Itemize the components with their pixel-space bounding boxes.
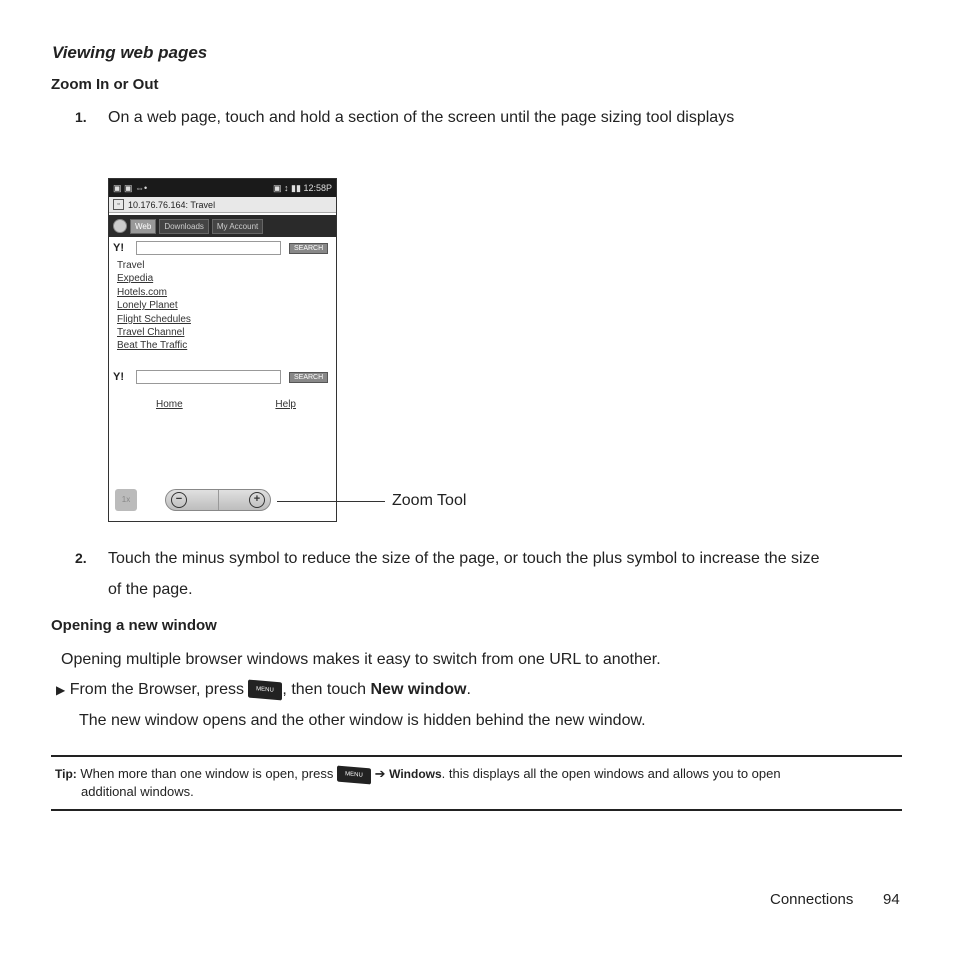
url-bar[interactable] [109, 197, 336, 213]
status-icons-right: ▣ ↕ ▮▮ 12:58P [273, 182, 332, 193]
zoom-in-icon[interactable]: + [249, 492, 265, 508]
link-home[interactable]: Home [156, 399, 183, 410]
link-flight-schedules[interactable]: Flight Schedules [117, 313, 191, 325]
zoom-slider[interactable] [165, 489, 271, 511]
link-expedia[interactable]: Expedia [117, 273, 154, 285]
zoom-out-icon[interactable]: − [171, 492, 187, 508]
link-travel-channel[interactable]: Travel Channel [117, 327, 185, 339]
callout-line [277, 501, 385, 502]
tip-pre: When more than one window is open, press [80, 766, 334, 781]
step-2-line-2: of the page. [108, 581, 193, 598]
callout-label: Zoom Tool [392, 492, 467, 509]
tab-my-account[interactable]: My Account [212, 219, 263, 234]
tab-downloads[interactable]: Downloads [159, 219, 209, 234]
footer-section: Connections [770, 891, 854, 908]
new-window-label: New window [370, 681, 467, 698]
menu-key-icon: MENU [248, 679, 282, 700]
zoom-divider [218, 490, 219, 510]
status-bar [109, 179, 336, 197]
search-button-bottom[interactable]: SEARCH [289, 372, 328, 383]
tip-windows: Windows [389, 767, 442, 781]
link-beat-the-traffic[interactable]: Beat The Traffic [117, 340, 188, 352]
tip-arrow-icon: ➔ [374, 766, 386, 781]
travel-heading: Travel [117, 260, 145, 271]
phone-screenshot [108, 178, 337, 522]
status-icons-left: ▣ ▣ ⇔• [113, 182, 148, 193]
step-2-line-1: Touch the minus symbol to reduce the size of the page, or touch the plus symbol to increase the size [108, 550, 820, 567]
tip-box [55, 765, 895, 800]
step-1-number: 1. [75, 109, 87, 125]
tip-bottom-rule [51, 809, 902, 811]
tip-top-rule [51, 755, 902, 757]
tip-post: . this displays all the open windows and allows you to open [441, 766, 781, 781]
tip-line-2: additional windows. [81, 784, 194, 799]
new-window-intro: Opening multiple browser windows makes it easy to switch from one URL to another. [61, 651, 661, 668]
tip-menu-key-icon: MENU [337, 765, 371, 784]
yahoo-logo: Y! [113, 242, 124, 254]
status-time: 12:58P [303, 182, 332, 193]
new-window-bullet [56, 674, 471, 706]
url-text: 10.176.76.164: Travel [128, 199, 216, 210]
new-window-result: The new window opens and the other window is hidden behind the new window. [79, 712, 646, 729]
yahoo-logo-bottom: Y! [113, 371, 124, 383]
zoom-heading: Zoom In or Out [51, 76, 159, 93]
link-hotels[interactable]: Hotels.com [117, 286, 168, 298]
section-title: Viewing web pages [52, 43, 208, 62]
tip-label: Tip: [55, 767, 77, 781]
step-2 [75, 543, 820, 598]
tab-web[interactable]: Web [130, 219, 156, 234]
page-footer-links [156, 399, 296, 410]
new-window-heading: Opening a new window [51, 617, 217, 634]
zoom-tool [115, 489, 271, 511]
link-lonely-planet[interactable]: Lonely Planet [117, 300, 178, 312]
bullet-arrow-icon: ▶ [56, 683, 66, 697]
step-1 [75, 102, 735, 133]
search-input[interactable] [136, 241, 281, 255]
step-2-number: 2. [75, 550, 87, 566]
step-1-text: On a web page, touch and hold a section of the screen until the page sizing tool displays [108, 109, 735, 126]
bullet-pre: From the Browser, press [69, 681, 244, 698]
page-number: 94 [883, 891, 900, 908]
search-row-bottom [109, 368, 332, 386]
page-icon: ▫ [113, 199, 124, 210]
bullet-end: . [466, 681, 471, 698]
zoom-level-button[interactable]: 1x [115, 489, 137, 511]
link-help[interactable]: Help [275, 399, 296, 410]
yahoo-tab-bar [109, 215, 336, 237]
search-button[interactable]: SEARCH [289, 243, 328, 254]
search-input-bottom[interactable] [136, 370, 281, 384]
travel-links [109, 257, 336, 355]
bullet-mid: , then touch [282, 681, 367, 698]
search-row-top [109, 239, 336, 257]
globe-icon [113, 219, 127, 233]
